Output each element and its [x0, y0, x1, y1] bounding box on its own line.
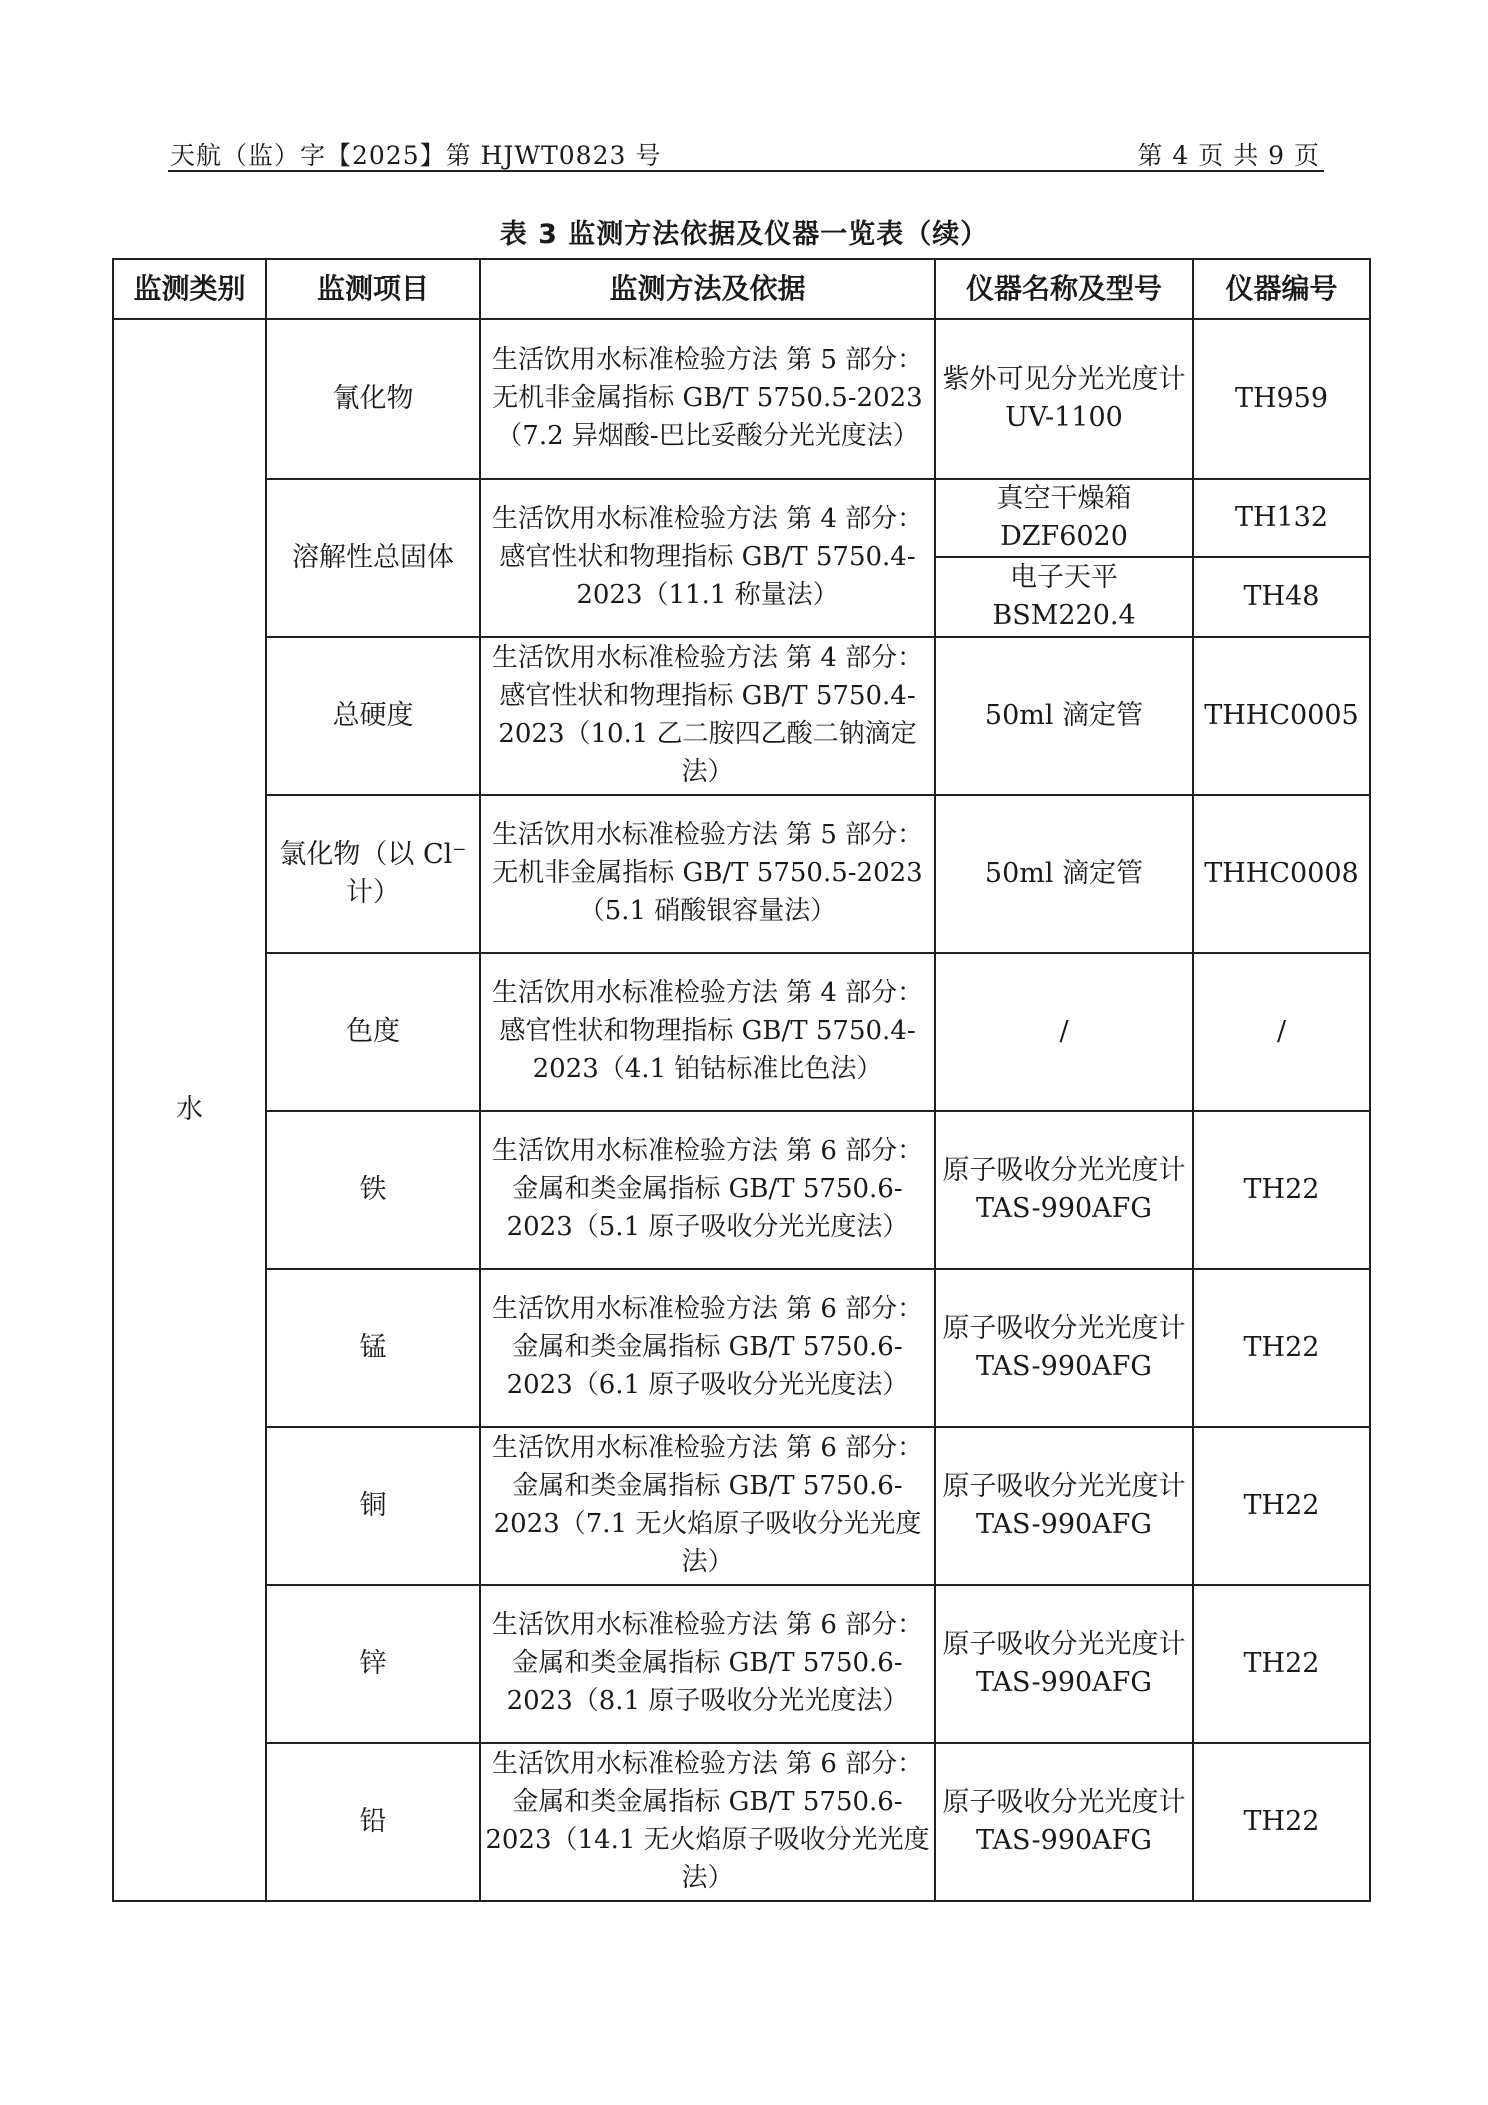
- instrument-cell: 紫外可见分光光度计 UV-1100: [935, 319, 1193, 479]
- method-cell: 生活饮用水标准检验方法 第 5 部分：无机非金属指标 GB/T 5750.5-2023（5.1 硝酸银容量法）: [480, 795, 935, 953]
- instrument-id-cell: TH22: [1193, 1111, 1370, 1269]
- method-cell: 生活饮用水标准检验方法 第 6 部分：金属和类金属指标 GB/T 5750.6-2023（14.1 无火焰原子吸收分光光度法）: [480, 1743, 935, 1901]
- instrument-id-cell: TH22: [1193, 1743, 1370, 1901]
- table-row: [113, 1585, 1370, 1743]
- instrument-cell: 电子天平 BSM220.4: [935, 557, 1193, 637]
- item-cell: 色度: [266, 953, 480, 1111]
- table-row: [113, 1743, 1370, 1901]
- method-cell: 生活饮用水标准检验方法 第 6 部分：金属和类金属指标 GB/T 5750.6-2023（7.1 无火焰原子吸收分光光度法）: [480, 1427, 935, 1585]
- column-header-category: 监测类别: [113, 259, 266, 319]
- item-cell: 锌: [266, 1585, 480, 1743]
- column-header-method: 监测方法及依据: [480, 259, 935, 319]
- instrument-id-cell: TH959: [1193, 319, 1370, 479]
- method-cell: 生活饮用水标准检验方法 第 4 部分：感官性状和物理指标 GB/T 5750.4-2023（4.1 铂钴标准比色法）: [480, 953, 935, 1111]
- instrument-id-cell: TH132: [1193, 479, 1370, 557]
- table-row: [113, 637, 1370, 795]
- instrument-id-cell: TH22: [1193, 1427, 1370, 1585]
- item-cell: 溶解性总固体: [266, 479, 480, 637]
- category-cell: 水: [113, 319, 266, 1901]
- instrument-cell: 原子吸收分光光度计 TAS-990AFG: [935, 1743, 1193, 1901]
- table-header-row: [113, 259, 1370, 319]
- item-cell: 总硬度: [266, 637, 480, 795]
- instrument-cell: 原子吸收分光光度计 TAS-990AFG: [935, 1427, 1193, 1585]
- header-rule: [168, 170, 1324, 172]
- instrument-id-cell: TH48: [1193, 557, 1370, 637]
- table-row: [113, 479, 1370, 557]
- instrument-id-cell: TH22: [1193, 1269, 1370, 1427]
- column-header-instrument-id: 仪器编号: [1193, 259, 1370, 319]
- instrument-cell: /: [935, 953, 1193, 1111]
- method-cell: 生活饮用水标准检验方法 第 4 部分：感官性状和物理指标 GB/T 5750.4-2023（10.1 乙二胺四乙酸二钠滴定法）: [480, 637, 935, 795]
- item-cell: 铜: [266, 1427, 480, 1585]
- table-caption: 表 3 监测方法依据及仪器一览表（续）: [499, 219, 989, 250]
- column-header-instrument: 仪器名称及型号: [935, 259, 1193, 319]
- instrument-id-cell: /: [1193, 953, 1370, 1111]
- page-header: [170, 132, 1320, 172]
- instrument-cell: 原子吸收分光光度计 TAS-990AFG: [935, 1269, 1193, 1427]
- page-number: 第 4 页 共 9 页: [1137, 141, 1320, 170]
- table-body: [113, 319, 1370, 1901]
- item-cell: 铅: [266, 1743, 480, 1901]
- instrument-cell: 50ml 滴定管: [935, 795, 1193, 953]
- instrument-cell: 50ml 滴定管: [935, 637, 1193, 795]
- table-row: [113, 1269, 1370, 1427]
- instrument-id-cell: THHC0008: [1193, 795, 1370, 953]
- method-cell: 生活饮用水标准检验方法 第 4 部分：感官性状和物理指标 GB/T 5750.4-2023（11.1 称量法）: [480, 479, 935, 637]
- instrument-cell: 真空干燥箱 DZF6020: [935, 479, 1193, 557]
- item-cell: 氰化物: [266, 319, 480, 479]
- table-row: [113, 1427, 1370, 1585]
- method-cell: 生活饮用水标准检验方法 第 6 部分：金属和类金属指标 GB/T 5750.6-2023（5.1 原子吸收分光光度法）: [480, 1111, 935, 1269]
- method-cell: 生活饮用水标准检验方法 第 6 部分：金属和类金属指标 GB/T 5750.6-2023（8.1 原子吸收分光光度法）: [480, 1585, 935, 1743]
- item-cell: 氯化物（以 Cl⁻计）: [266, 795, 480, 953]
- item-cell: 铁: [266, 1111, 480, 1269]
- instrument-cell: 原子吸收分光光度计 TAS-990AFG: [935, 1111, 1193, 1269]
- method-cell: 生活饮用水标准检验方法 第 5 部分：无机非金属指标 GB/T 5750.5-2023（7.2 异烟酸-巴比妥酸分光光度法）: [480, 319, 935, 479]
- column-header-item: 监测项目: [266, 259, 480, 319]
- table-row: [113, 319, 1370, 479]
- document-number: 天航（监）字【2025】第 HJWT0823 号: [170, 141, 662, 170]
- methods-table: [112, 258, 1371, 1902]
- method-cell: 生活饮用水标准检验方法 第 6 部分：金属和类金属指标 GB/T 5750.6-2023（6.1 原子吸收分光光度法）: [480, 1269, 935, 1427]
- item-cell: 锰: [266, 1269, 480, 1427]
- instrument-cell: 原子吸收分光光度计 TAS-990AFG: [935, 1585, 1193, 1743]
- instrument-id-cell: THHC0005: [1193, 637, 1370, 795]
- table-row: [113, 1111, 1370, 1269]
- table-row: [113, 795, 1370, 953]
- table-row: [113, 953, 1370, 1111]
- instrument-id-cell: TH22: [1193, 1585, 1370, 1743]
